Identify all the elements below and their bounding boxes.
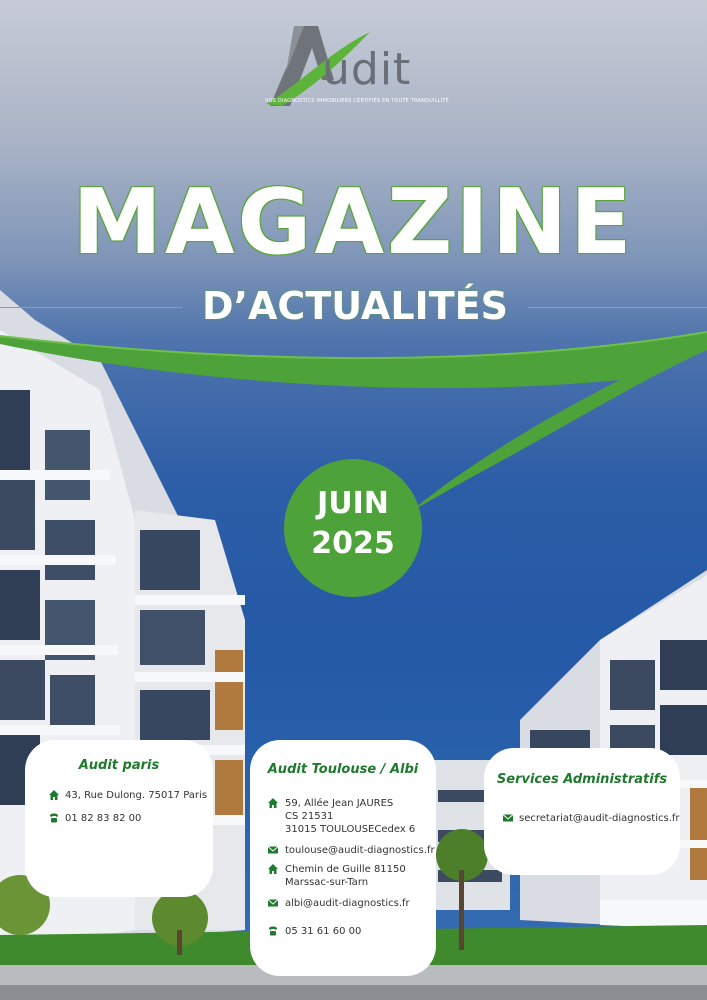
office-email[interactable]: toulouse@audit-diagnostics.fr xyxy=(285,845,435,856)
office-title: Services Administratifs xyxy=(496,772,668,787)
office-address-line: Chemin de Guille 81150 xyxy=(285,864,406,875)
mail-icon xyxy=(502,812,514,824)
phone-icon xyxy=(48,812,60,824)
office-email[interactable]: secretariat@audit-diagnostics.fr xyxy=(519,813,680,824)
subtitle-rule-right xyxy=(528,307,707,308)
office-title: Audit paris xyxy=(78,758,160,773)
office-address-line: CS 21531 xyxy=(285,811,334,822)
office-address: 43, Rue Dulong. 75017 Paris xyxy=(65,790,208,801)
logo-tagline: VOS DIAGNOSTICS IMMOBILIERS CERTIFIÉS EN TOUTE TRANQUILLITÉ xyxy=(265,98,449,104)
office-address-line: Marssac-sur-Tarn xyxy=(285,877,369,888)
phone-icon xyxy=(267,925,279,937)
issue-year: 2025 xyxy=(311,526,395,561)
issue-month: JUIN xyxy=(317,486,389,521)
logo-wordmark: udit xyxy=(322,44,412,95)
office-phone[interactable]: 01 82 83 82 00 xyxy=(65,813,142,824)
home-icon xyxy=(48,789,60,801)
issue-date xyxy=(284,484,422,564)
office-address-line: 31015 TOULOUSECedex 6 xyxy=(285,824,416,835)
office-card-toulouse-albi xyxy=(250,740,436,976)
subtitle-row xyxy=(0,282,707,332)
office-card-services xyxy=(484,748,680,875)
office-phone[interactable]: 05 31 61 60 00 xyxy=(285,926,362,937)
home-icon xyxy=(267,863,279,875)
office-address-line: 59, Allée Jean JAURES xyxy=(285,798,394,809)
home-icon xyxy=(267,797,279,809)
cover-subtitle: D’ACTUALITÉS xyxy=(202,284,508,328)
mail-icon xyxy=(267,844,279,856)
office-card-paris xyxy=(25,740,213,897)
cover-title: MAGAZINE xyxy=(72,170,635,275)
office-title: Audit Toulouse / Albi xyxy=(267,762,419,777)
subtitle-rule-left xyxy=(0,307,182,308)
office-email[interactable]: albi@audit-diagnostics.fr xyxy=(285,898,410,909)
mail-icon xyxy=(267,897,279,909)
